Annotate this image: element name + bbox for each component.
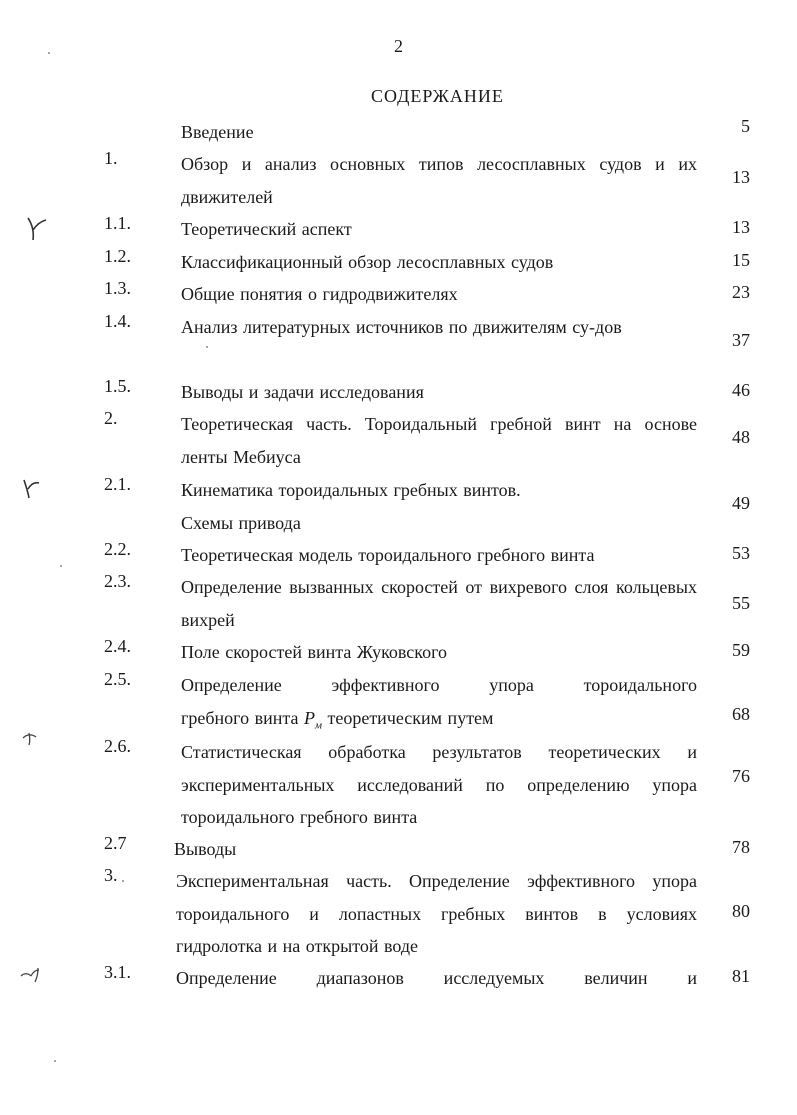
margin-scribble-icon — [20, 476, 44, 502]
toc-entry-number: 1. — [104, 148, 118, 168]
thrust-symbol-subscript: м — [314, 719, 322, 732]
toc-entry-text: Анализ литературных источников по движителям су-дов — [181, 317, 622, 337]
toc-entry-page: 80 — [732, 901, 750, 921]
scan-speck — [54, 1060, 56, 1062]
toc-entry-text-part: теоретическим путем — [327, 707, 494, 728]
toc-entry-page: 13 — [732, 217, 750, 237]
scan-speck — [206, 346, 208, 348]
toc-entry-page: 37 — [732, 330, 750, 350]
toc-entry-page: 81 — [732, 966, 750, 986]
toc-entry-number: 1.2. — [104, 246, 131, 266]
toc-entry-page: 5 — [741, 116, 750, 136]
toc-entry-number: 2.1. — [104, 474, 131, 494]
toc-entry-number: 2.6. — [104, 736, 131, 756]
toc-entry-text — [181, 669, 697, 742]
toc-entry-page: 68 — [732, 704, 750, 724]
toc-entry-number: 2.7 — [104, 833, 127, 853]
toc-entry-number: 2. — [104, 408, 118, 428]
toc-entry-number: 3. — [104, 865, 118, 885]
toc-entry-text: Определение вызванных скоростей от вихревого слоя кольцевых вихрей — [181, 577, 697, 630]
page-number: 2 — [394, 36, 403, 56]
toc-entry-text: Экспериментальная часть. Определение эффективного упора тороидального и лопастных гребных винтов в условиях гидролотка и на открытой воде — [176, 871, 697, 956]
toc-entry-text-line: Схемы привода — [181, 512, 301, 533]
toc-entry-text: Теоретический аспект — [181, 219, 352, 239]
toc-entry-page: 13 — [732, 167, 750, 187]
toc-entry-page: 15 — [732, 250, 750, 270]
toc-entry-page: 59 — [732, 640, 750, 660]
toc-entry-text: Введение — [181, 122, 254, 142]
toc-entry-text: Выводы — [174, 839, 237, 859]
toc-entry-text: Выводы и задачи исследования — [181, 382, 424, 402]
scan-speck — [48, 52, 50, 54]
toc-entry-text: Обзор и анализ основных типов лесосплавных судов и их движителей — [181, 154, 697, 207]
toc-entry-number: 2.4. — [104, 636, 131, 656]
toc-entry-number: 1.1. — [104, 213, 131, 233]
toc-entry-page: 48 — [732, 427, 750, 447]
toc-entry-number: 2.3. — [104, 571, 131, 591]
toc-entry-page: 55 — [732, 593, 750, 613]
toc-entry-number: 2.2. — [104, 539, 131, 559]
toc-entry-page: 23 — [732, 282, 750, 302]
toc-entry-text: Теоретическая часть. Тороидальный гребной винт на основе ленты Мебиуса — [181, 414, 697, 467]
toc-entry-text: Общие понятия о гидродвижителях — [181, 284, 458, 304]
toc-entry-text: Определение диапазонов исследуемых величин и — [176, 968, 697, 988]
toc-entry-number: 1.4. — [104, 311, 131, 331]
toc-entry-text: Теоретическая модель тороидального гребного винта — [181, 545, 595, 565]
margin-scribble-icon — [20, 728, 42, 748]
margin-scribble-icon — [24, 214, 50, 244]
toc-entry-text-part: гребного винта — [181, 707, 299, 728]
toc-entry-text-line: Определение эффективного упора тороидального — [181, 675, 697, 695]
toc-entry-text — [181, 474, 697, 539]
toc-entry-number: 2.5. — [104, 669, 131, 689]
scan-speck — [60, 565, 62, 567]
toc-entry-text: Поле скоростей винта Жуковского — [181, 642, 448, 662]
scan-speck — [122, 880, 124, 882]
toc-entry-page: 78 — [732, 837, 750, 857]
page-title: СОДЕРЖАНИЕ — [371, 86, 504, 106]
toc-entry-text-line: Кинематика тороидальных гребных винтов. — [181, 480, 521, 500]
toc-entry-page: 76 — [732, 766, 750, 786]
toc-entry-page: 49 — [732, 493, 750, 513]
margin-scribble-icon — [18, 964, 44, 988]
thrust-symbol: P — [303, 707, 315, 728]
toc-entry-text: Статистическая обработка результатов теоретических и экспериментальных исследований по определению упора тороидального гребного винта — [181, 742, 697, 827]
toc-entry-page: 53 — [732, 543, 750, 563]
toc-entry-text: Классификационный обзор лесосплавных судов — [181, 252, 554, 272]
toc-entry-number: 1.5. — [104, 376, 131, 396]
toc-entry-number: 3.1. — [104, 962, 131, 982]
toc-entry-number: 1.3. — [104, 278, 131, 298]
toc-entry-page: 46 — [732, 380, 750, 400]
